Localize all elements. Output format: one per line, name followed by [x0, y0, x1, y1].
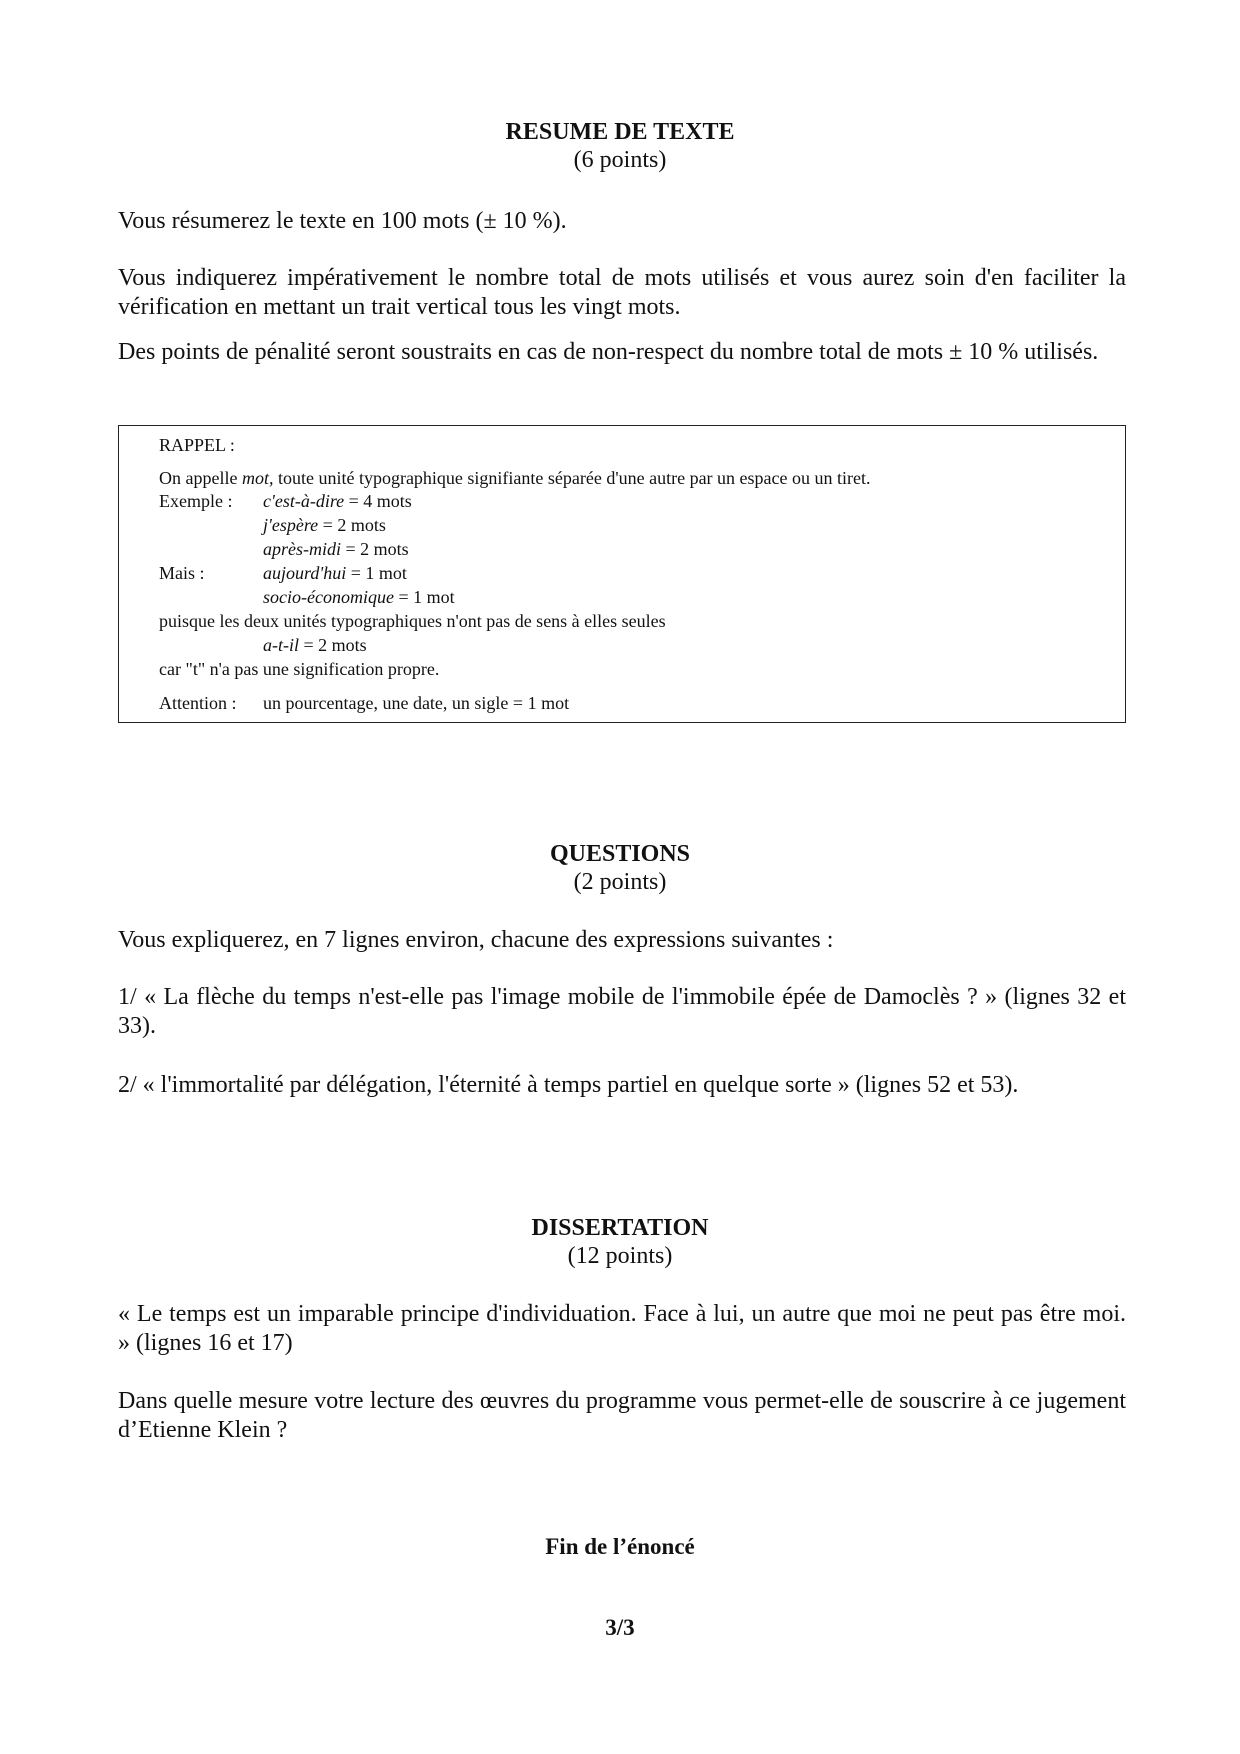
- dissertation-points: (12 points): [567, 1243, 673, 1269]
- rappel-definition: [159, 467, 871, 489]
- resume-points: (6 points): [573, 147, 667, 173]
- rappel-def-pre: On appelle: [159, 468, 242, 488]
- example-term: aujourd'hui: [263, 563, 347, 583]
- rappel-attention-text: un pourcentage, une date, un sigle = 1 mot: [263, 693, 570, 713]
- example-term: socio-économique: [263, 587, 394, 607]
- rappel-example-1: [263, 490, 412, 512]
- page-number: 3/3: [605, 1615, 635, 1640]
- example-term: a-t-il: [263, 635, 299, 655]
- example-value: = 1 mot: [346, 563, 407, 583]
- example-term: c'est-à-dire: [263, 491, 345, 511]
- example-value: = 2 mots: [299, 635, 367, 655]
- questions-points: (2 points): [573, 869, 667, 895]
- resume-penalty: Des points de pénalité seront soustraits en cas de non-respect du nombre total de mots ± 10 % utilisés.: [118, 339, 1099, 365]
- example-value: = 1 mot: [393, 587, 455, 607]
- question-1: 1/ « La flèche du temps n'est-elle pas l'image mobile de l'immobile épée de Damoclès ? » (lignes 32 et 33).: [118, 984, 1126, 1039]
- rappel-def-post: toute unité typographique signifiante séparée d'une autre par un espace ou un tiret.: [273, 468, 871, 488]
- rappel-example-5: [263, 586, 455, 608]
- resume-instruction: Vous résumerez le texte en 100 mots (± 10 %).: [118, 208, 567, 234]
- questions-intro: Vous expliquerez, en 7 lignes environ, chacune des expressions suivantes :: [118, 927, 834, 953]
- resume-indication: Vous indiquerez impérativement le nombre total de mots utilisés et vous aurez soin d'en faciliter la vérification en mettant un trait vertical tous les vingt mots.: [118, 265, 1126, 320]
- example-value: = 2 mots: [318, 515, 386, 535]
- question-2: 2/ « l'immortalité par délégation, l'éternité à temps partiel en quelque sorte » (lignes 52 et 53).: [118, 1072, 1019, 1098]
- dissertation-question: Dans quelle mesure votre lecture des œuvres du programme vous permet-elle de souscrire à ce jugement d’Etienne Klein ?: [118, 1388, 1126, 1443]
- rappel-example-2: [263, 514, 386, 536]
- rappel-mais-label: Mais :: [159, 563, 205, 583]
- rappel-example-6: [263, 634, 367, 656]
- rappel-title: RAPPEL :: [159, 435, 235, 455]
- example-value: = 2 mots: [341, 539, 409, 559]
- rappel-def-word: mot,: [241, 468, 274, 488]
- end-of-statement: Fin de l’énoncé: [545, 1534, 695, 1559]
- example-term: j'espère: [263, 515, 319, 535]
- example-term: après-midi: [263, 539, 341, 559]
- rappel-example-3: [263, 538, 409, 560]
- rappel-example-4: [263, 562, 407, 584]
- rappel-note-2: car "t" n'a pas une signification propre.: [159, 659, 440, 679]
- rappel-exemple-label: Exemple :: [159, 491, 233, 511]
- dissertation-quote: « Le temps est un imparable principe d'individuation. Face à lui, un autre que moi ne peut pas être moi. » (lignes 16 et 17): [118, 1301, 1126, 1356]
- dissertation-title: DISSERTATION: [531, 1215, 709, 1241]
- rappel-note-1: puisque les deux unités typographiques n'ont pas de sens à elles seules: [159, 611, 666, 631]
- resume-title: RESUME DE TEXTE: [505, 119, 735, 145]
- rappel-attention-label: Attention :: [159, 693, 237, 713]
- example-value: = 4 mots: [344, 491, 412, 511]
- questions-title: QUESTIONS: [549, 841, 691, 867]
